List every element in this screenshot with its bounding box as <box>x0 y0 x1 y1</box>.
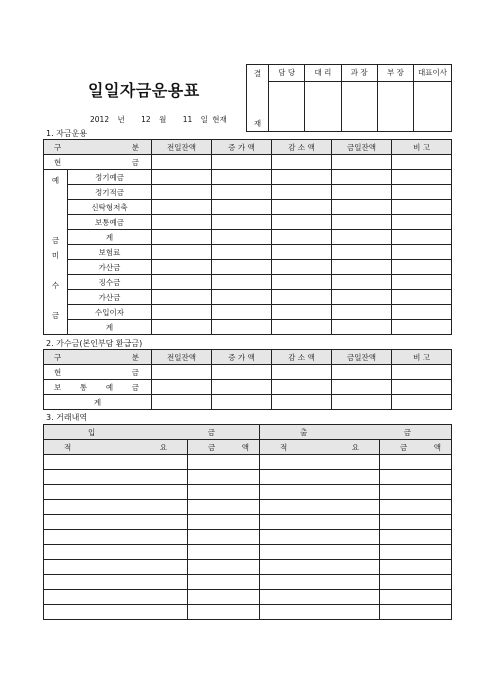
subheader-description <box>260 440 380 455</box>
cell[interactable] <box>392 200 452 215</box>
row-label: 보험료 <box>68 245 152 260</box>
report-date <box>90 114 233 125</box>
cash-left: 현 <box>54 157 62 167</box>
cell[interactable] <box>188 530 260 545</box>
row-label-subtotal: 계 <box>68 320 152 335</box>
row-label: 정기예금 <box>68 170 152 185</box>
date-month-unit: 월 <box>159 115 167 124</box>
header-today-balance: 금일잔액 <box>332 140 392 155</box>
approval-sign-box[interactable] <box>414 81 452 131</box>
cash-right: 금 <box>131 367 139 377</box>
cell[interactable] <box>272 170 332 185</box>
header-gu: 구 <box>54 142 62 152</box>
cell[interactable] <box>380 515 452 530</box>
cell[interactable] <box>188 545 260 560</box>
table-row <box>44 605 452 620</box>
date-day: 11 <box>182 115 193 124</box>
cell[interactable] <box>380 575 452 590</box>
section3-heading: 3. 거래내역 <box>46 413 88 422</box>
cell[interactable] <box>212 185 272 200</box>
cell[interactable] <box>44 590 188 605</box>
section1-heading: 1. 자금운용 <box>46 129 88 138</box>
cell[interactable] <box>44 455 188 470</box>
row-label-subtotal: 계 <box>44 395 152 410</box>
cell[interactable] <box>188 485 260 500</box>
header-remarks: 비 고 <box>392 350 452 365</box>
cell[interactable] <box>260 590 380 605</box>
cash-left: 현 <box>54 367 62 377</box>
payments-left: 출 <box>300 427 308 437</box>
cell[interactable] <box>332 185 392 200</box>
table-row <box>44 530 452 545</box>
date-year: 2012 <box>90 115 110 124</box>
cell[interactable] <box>212 380 272 395</box>
cell[interactable] <box>272 290 332 305</box>
cell[interactable] <box>260 560 380 575</box>
cell[interactable] <box>332 395 392 410</box>
section2-heading: 2. 가수금(본인부담 환급금) <box>46 339 143 348</box>
approval-sign-box[interactable] <box>341 81 377 131</box>
approval-table <box>246 64 452 132</box>
cell[interactable] <box>392 245 452 260</box>
table-row <box>44 515 452 530</box>
header-gu: 구 <box>54 352 62 362</box>
cell[interactable] <box>212 365 272 380</box>
cell[interactable] <box>332 245 392 260</box>
cell[interactable] <box>188 575 260 590</box>
header-increase: 증 가 액 <box>212 140 272 155</box>
cell[interactable] <box>212 170 272 185</box>
cell[interactable] <box>332 260 392 275</box>
row-label: 가산금 <box>68 290 152 305</box>
cell[interactable] <box>212 245 272 260</box>
amount-left: 금 <box>400 442 408 452</box>
cell[interactable] <box>260 605 380 620</box>
approval-role-ceo: 대표이사 <box>414 65 452 82</box>
row-cash-label <box>44 155 152 170</box>
transaction-rows <box>44 455 452 620</box>
cell[interactable] <box>44 545 188 560</box>
approval-role-department-head: 부 장 <box>377 65 413 82</box>
date-year-unit: 년 <box>117 115 125 124</box>
cell[interactable] <box>272 200 332 215</box>
cell[interactable] <box>392 380 452 395</box>
cell[interactable] <box>212 320 272 335</box>
header-receipts <box>44 425 260 440</box>
left-char-geum2: 금 <box>51 311 60 320</box>
cell[interactable] <box>380 590 452 605</box>
cell[interactable] <box>152 155 212 170</box>
cell[interactable] <box>188 590 260 605</box>
approval-role-assistant-manager: 대 리 <box>305 65 341 82</box>
cell[interactable] <box>152 320 212 335</box>
desc-left: 적 <box>280 442 288 452</box>
cell[interactable] <box>260 530 380 545</box>
date-day-unit: 일 <box>200 115 208 124</box>
cell[interactable] <box>380 605 452 620</box>
header-today-balance: 금일잔액 <box>332 350 392 365</box>
left-char-mi: 미 <box>51 251 60 260</box>
cell[interactable] <box>392 275 452 290</box>
row-label-subtotal: 계 <box>68 230 152 245</box>
cell[interactable] <box>260 515 380 530</box>
table-row <box>44 485 452 500</box>
desc-right: 요 <box>159 442 167 452</box>
cell[interactable] <box>260 575 380 590</box>
cell[interactable] <box>152 260 212 275</box>
cell[interactable] <box>212 275 272 290</box>
amount-right: 액 <box>433 442 441 452</box>
cell[interactable] <box>188 515 260 530</box>
cell[interactable] <box>332 365 392 380</box>
cell[interactable] <box>392 395 452 410</box>
table-row <box>44 500 452 515</box>
cell[interactable] <box>212 290 272 305</box>
cell[interactable] <box>272 275 332 290</box>
cell[interactable] <box>332 215 392 230</box>
cell[interactable] <box>332 170 392 185</box>
cell[interactable] <box>392 305 452 320</box>
header-payments <box>260 425 452 440</box>
cell[interactable] <box>212 155 272 170</box>
header-bun: 분 <box>131 142 139 152</box>
left-char-geum: 금 <box>51 236 60 245</box>
cell[interactable] <box>44 500 188 515</box>
cell[interactable] <box>380 545 452 560</box>
cell[interactable] <box>332 230 392 245</box>
approval-side-label <box>247 65 269 132</box>
approval-sign-box[interactable] <box>269 81 305 131</box>
header-category <box>44 350 152 365</box>
cell[interactable] <box>332 320 392 335</box>
table-row <box>44 590 452 605</box>
cell[interactable] <box>380 500 452 515</box>
cell[interactable] <box>152 365 212 380</box>
desc-right: 요 <box>351 442 359 452</box>
cell[interactable] <box>44 575 188 590</box>
header-decrease: 감 소 액 <box>272 350 332 365</box>
cell[interactable] <box>392 260 452 275</box>
cell[interactable] <box>44 560 188 575</box>
cell[interactable] <box>392 365 452 380</box>
cell[interactable] <box>332 290 392 305</box>
cell[interactable] <box>212 230 272 245</box>
header-prev-balance: 전일잔액 <box>152 140 212 155</box>
header-remarks: 비 고 <box>392 140 452 155</box>
payments-right: 금 <box>403 427 411 437</box>
table-row <box>44 575 452 590</box>
savings-char: 보 <box>54 382 62 392</box>
cell[interactable] <box>152 245 212 260</box>
cell[interactable] <box>392 185 452 200</box>
cell[interactable] <box>392 320 452 335</box>
savings-char: 예 <box>105 382 114 392</box>
row-label: 가산금 <box>68 260 152 275</box>
cell[interactable] <box>392 230 452 245</box>
cell[interactable] <box>260 455 380 470</box>
table-row <box>44 455 452 470</box>
cell[interactable] <box>188 500 260 515</box>
row-cash-label <box>44 365 152 380</box>
cell[interactable] <box>332 200 392 215</box>
cell[interactable] <box>260 500 380 515</box>
cell[interactable] <box>332 155 392 170</box>
cell[interactable] <box>272 365 332 380</box>
receipts-left: 입 <box>88 427 96 437</box>
approval-sign-box[interactable] <box>305 81 341 131</box>
cell[interactable] <box>260 470 380 485</box>
cell[interactable] <box>272 230 332 245</box>
row-savings-label <box>44 380 152 395</box>
approval-role-staff: 담 당 <box>269 65 305 82</box>
date-suffix: 현재 <box>212 115 227 124</box>
cell[interactable] <box>272 215 332 230</box>
cell[interactable] <box>272 155 332 170</box>
table-row <box>44 470 452 485</box>
savings-char: 통 <box>79 382 88 392</box>
cell[interactable] <box>272 320 332 335</box>
cell[interactable] <box>272 395 332 410</box>
cell[interactable] <box>380 455 452 470</box>
header-increase: 증 가 액 <box>212 350 272 365</box>
left-char-su: 수 <box>51 281 60 290</box>
cell[interactable] <box>152 380 212 395</box>
row-label: 보통예금 <box>68 215 152 230</box>
table-row <box>44 545 452 560</box>
cell[interactable] <box>272 380 332 395</box>
cell[interactable] <box>212 215 272 230</box>
approval-side-bottom: 재 <box>253 119 262 128</box>
cash-right: 금 <box>131 157 139 167</box>
cell[interactable] <box>152 230 212 245</box>
cell[interactable] <box>44 485 188 500</box>
cell[interactable] <box>152 290 212 305</box>
subheader-amount <box>380 440 452 455</box>
document-title: 일일자금운용표 <box>88 81 200 100</box>
approval-role-section-chief: 과 장 <box>341 65 377 82</box>
cell[interactable] <box>44 515 188 530</box>
cell[interactable] <box>272 260 332 275</box>
cell[interactable] <box>152 275 212 290</box>
fund-operation-table <box>43 139 452 335</box>
cell[interactable] <box>392 290 452 305</box>
cell[interactable] <box>392 155 452 170</box>
cell[interactable] <box>380 470 452 485</box>
row-label: 신탁형저축 <box>68 200 152 215</box>
cell[interactable] <box>380 530 452 545</box>
row-label: 정기적금 <box>68 185 152 200</box>
row-label: 수입이자 <box>68 305 152 320</box>
cell[interactable] <box>272 185 332 200</box>
approval-side-top: 결 <box>253 69 262 78</box>
header-prev-balance: 전일잔액 <box>152 350 212 365</box>
subheader-description <box>44 440 188 455</box>
cell[interactable] <box>152 305 212 320</box>
cell[interactable] <box>260 485 380 500</box>
amount-right: 액 <box>241 442 249 452</box>
cell[interactable] <box>332 275 392 290</box>
suspense-receipts-table <box>43 349 452 410</box>
cell[interactable] <box>152 215 212 230</box>
cell[interactable] <box>188 455 260 470</box>
savings-char: 금 <box>131 382 139 392</box>
cell[interactable] <box>212 305 272 320</box>
cell[interactable] <box>332 380 392 395</box>
cell[interactable] <box>380 560 452 575</box>
cell[interactable] <box>212 200 272 215</box>
desc-left: 적 <box>64 442 72 452</box>
cell[interactable] <box>44 470 188 485</box>
cell[interactable] <box>260 545 380 560</box>
receipts-right: 금 <box>207 427 215 437</box>
cell[interactable] <box>152 185 212 200</box>
table-row <box>44 560 452 575</box>
cell[interactable] <box>188 470 260 485</box>
cell[interactable] <box>152 170 212 185</box>
cell[interactable] <box>272 305 332 320</box>
left-char-ye: 예 <box>51 176 60 185</box>
header-bun: 분 <box>131 352 139 362</box>
cell[interactable] <box>188 560 260 575</box>
left-vertical-label <box>44 170 68 335</box>
cell[interactable] <box>380 485 452 500</box>
cell[interactable] <box>152 200 212 215</box>
cell[interactable] <box>332 305 392 320</box>
cell[interactable] <box>392 215 452 230</box>
cell[interactable] <box>212 260 272 275</box>
cell[interactable] <box>188 605 260 620</box>
date-month: 12 <box>141 115 151 124</box>
transaction-table <box>43 424 452 620</box>
cell[interactable] <box>152 395 212 410</box>
header-category <box>44 140 152 155</box>
cell[interactable] <box>44 605 188 620</box>
cell[interactable] <box>392 170 452 185</box>
approval-sign-box[interactable] <box>377 81 413 131</box>
subheader-amount <box>188 440 260 455</box>
amount-left: 금 <box>208 442 216 452</box>
header-decrease: 감 소 액 <box>272 140 332 155</box>
row-label: 징수금 <box>68 275 152 290</box>
cell[interactable] <box>272 245 332 260</box>
cell[interactable] <box>44 530 188 545</box>
cell[interactable] <box>212 395 272 410</box>
